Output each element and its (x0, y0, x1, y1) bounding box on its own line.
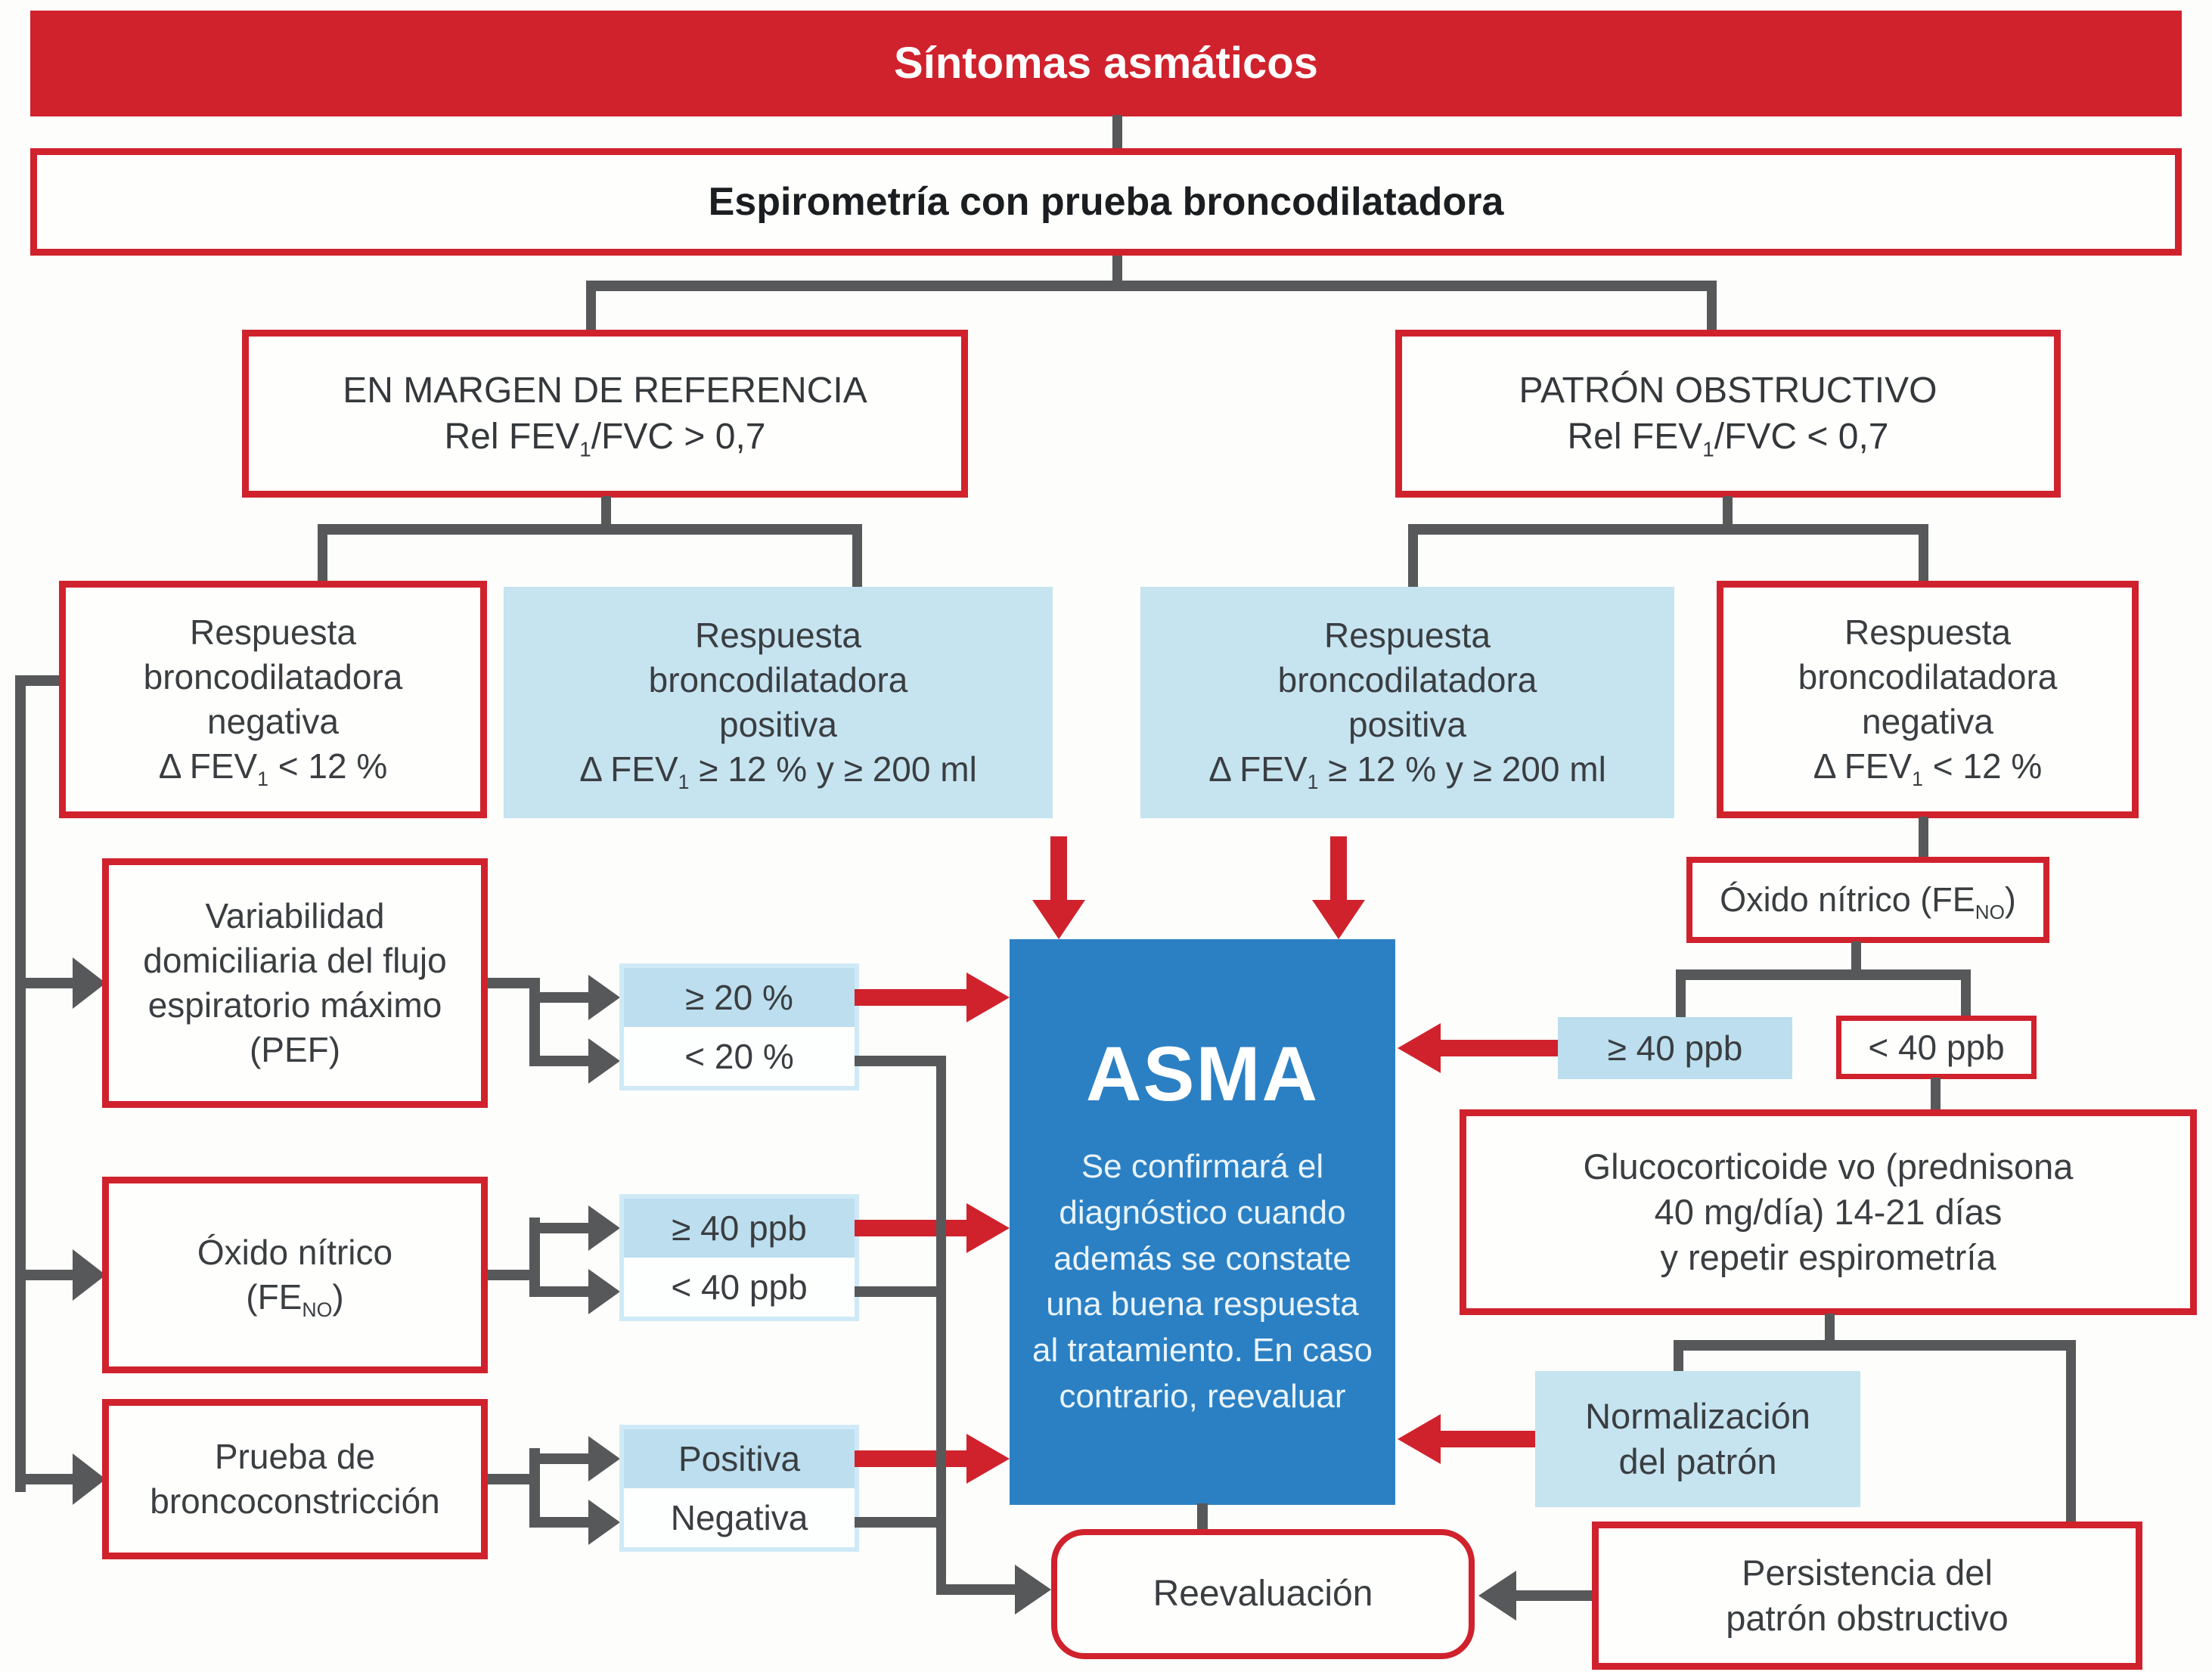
gluco-line: Glucocorticoide vo (prednisona (1583, 1146, 2074, 1187)
connector-line (529, 1448, 540, 1528)
feno-options-left (619, 1194, 859, 1321)
bd-response-positive-right-box (1140, 587, 1674, 818)
gluco-line: y repetir espirometría (1660, 1237, 1996, 1278)
connector-line (540, 1517, 588, 1528)
resp-line: broncodilatadora (143, 657, 403, 697)
pef-variability-box (102, 858, 488, 1108)
connector-line (529, 1218, 540, 1297)
resp-formula: Δ $FEV_1 < 12$ % (158, 746, 388, 791)
connector-line (26, 978, 73, 988)
connector-line (1676, 975, 1686, 1020)
connector-line (1408, 524, 1928, 535)
pattern-persistence-box (1592, 1522, 2142, 1670)
connector-line (540, 1223, 588, 1233)
resp-formula: Δ $FEV_1 < 12$ % (1813, 746, 2043, 791)
bd-response-negative-left-box (59, 581, 487, 818)
header-symptoms-box (30, 11, 2182, 116)
connector-line (540, 992, 588, 1003)
persistence-line: patrón obstructivo (1726, 1598, 2009, 1638)
connector-line (852, 529, 862, 588)
red-down-arrow (1050, 836, 1067, 900)
positive-option: Positiva (624, 1429, 855, 1488)
gray-right-arrowhead-icon (588, 1436, 622, 1481)
bd-response-negative-right-box (1717, 581, 2139, 818)
spirometry-label: Espirometría con prueba broncodilatadora (708, 179, 1504, 224)
connector-line (1408, 529, 1418, 588)
connector-line (540, 1286, 588, 1297)
connector-line (488, 1270, 529, 1280)
gray-right-arrowhead-icon (588, 1205, 622, 1251)
connector-line (936, 1056, 946, 1595)
connector-line (318, 529, 327, 581)
connector-line (855, 1517, 946, 1528)
connector-line (2066, 1345, 2076, 1527)
spirometry-box (30, 148, 2182, 256)
connector-line (1931, 1078, 1941, 1111)
connector-line (1707, 286, 1717, 330)
obstructive-pattern-formula: Rel $FEV_1$/FVC < 0,7 (1567, 417, 1889, 461)
resp-line: positiva (719, 705, 837, 744)
reevaluation-label: Reevaluación (1153, 1574, 1373, 1615)
resp-line: broncodilatadora (1277, 660, 1537, 700)
glucocorticoid-box (1460, 1109, 2197, 1315)
resp-formula: Δ $FEV_1 \ge 12$ % y ≥ 200 ml (1208, 749, 1606, 794)
red-arrow-to-asma (1438, 1040, 1558, 1056)
connector-line (1961, 975, 1971, 1019)
nitric-oxide-feno: $(FE_{NO})$ (246, 1277, 344, 1322)
connector-line (1112, 115, 1122, 148)
red-down-arrowhead-icon (1312, 900, 1365, 941)
obstructive-pattern-box (1395, 330, 2061, 498)
red-right-arrowhead-icon (966, 1434, 1012, 1484)
connector-line (586, 286, 596, 330)
red-down-arrow (1330, 836, 1347, 900)
pef-options (619, 963, 859, 1090)
red-right-arrowhead-icon (966, 1203, 1012, 1253)
red-left-arrowhead-icon (1395, 1414, 1441, 1464)
resp-formula: Δ $FEV_1 \ge 12$ % y ≥ 200 ml (579, 749, 977, 794)
connector-line (855, 1056, 946, 1066)
connector-line (1197, 1503, 1208, 1531)
resp-line: broncodilatadora (1798, 657, 2058, 697)
connector-line (855, 1286, 946, 1297)
pattern-normalization-box (1535, 1371, 1860, 1507)
nitric-oxide-left-box (102, 1177, 488, 1373)
resp-line: Respuesta (695, 616, 861, 656)
obstructive-pattern-title: PATRÓN OBSTRUCTIVO (1519, 370, 1937, 411)
red-arrow-to-asma (855, 1450, 966, 1467)
normalization-line: Normalización (1585, 1395, 1810, 1436)
resp-line: positiva (1348, 705, 1466, 744)
reference-range-formula: Rel $FEV_1$/FVC > 0,7 (444, 417, 766, 461)
connector-line (15, 675, 26, 1492)
reevaluation-box (1051, 1529, 1475, 1659)
connector-line (488, 978, 529, 988)
resp-line: negativa (207, 702, 339, 741)
connector-line (26, 1474, 73, 1484)
connector-line (26, 1270, 73, 1280)
gray-right-arrowhead-icon (588, 1038, 622, 1084)
connector-line (540, 1453, 588, 1464)
header-symptoms-label: Síntomas asmáticos (894, 38, 1318, 88)
resp-line: Respuesta (1844, 613, 2011, 653)
gray-right-arrowhead-icon (1015, 1565, 1053, 1615)
gray-left-arrowhead-icon (1476, 1571, 1516, 1621)
nitric-oxide-label: Óxido nítrico (197, 1233, 393, 1273)
resp-line: Respuesta (1324, 616, 1491, 656)
pef-lt20-option: < 20 % (624, 1027, 855, 1086)
connector-line (529, 978, 540, 1066)
reference-range-title: EN MARGEN DE REFERENCIA (343, 370, 867, 411)
asma-description: Se confirmará el diagnóstico cuando además se constate una buena respuesta al tratamiento. En caso contrario, reevaluar (1032, 1148, 1373, 1415)
resp-line: broncodilatadora (648, 660, 908, 700)
connector-line (586, 281, 1717, 291)
feno-lt40-option: < 40 ppb (624, 1258, 855, 1317)
red-arrow-to-asma (855, 989, 966, 1006)
feno-lt40-right-option: < 40 ppb (1836, 1016, 2037, 1079)
gray-right-arrowhead-icon (588, 1269, 622, 1314)
connector-line (1514, 1590, 1592, 1601)
nitric-oxide-right-box (1686, 857, 2049, 943)
bd-response-positive-left-box (504, 587, 1053, 818)
asma-title: ASMA (1085, 1030, 1320, 1117)
connector-line (1919, 529, 1928, 581)
bronchoconstriction-test-label: Prueba de broncoconstricción (150, 1437, 440, 1521)
resp-line: Respuesta (190, 613, 356, 653)
bronchoconstriction-options (619, 1425, 859, 1552)
red-left-arrowhead-icon (1395, 1023, 1441, 1073)
negative-option: Negativa (624, 1488, 855, 1547)
asma-result-box (1010, 939, 1395, 1505)
red-down-arrowhead-icon (1032, 900, 1085, 941)
feno-ge40-right-option: ≥ 40 ppb (1558, 1017, 1792, 1079)
gray-right-arrowhead-icon (588, 1500, 622, 1545)
connector-line (488, 1474, 529, 1484)
nitric-oxide-right-label: Óxido nítrico $(FE_{NO})$ (1720, 880, 2016, 924)
gluco-line: 40 mg/día) 14-21 días (1654, 1191, 2003, 1232)
connector-line (1919, 817, 1928, 858)
reference-range-box (242, 330, 968, 498)
connector-line (1674, 1340, 2076, 1351)
feno-ge40-option: ≥ 40 ppb (624, 1199, 855, 1258)
connector-line (936, 1584, 1015, 1595)
red-right-arrowhead-icon (966, 972, 1012, 1022)
connector-line (540, 1056, 588, 1066)
pef-variability-label: Variabilidad domiciliaria del flujo espiratorio máximo (PEF) (143, 896, 447, 1069)
red-arrow-to-asma (1438, 1431, 1535, 1447)
persistence-line: Persistencia del (1742, 1552, 1993, 1593)
resp-line: negativa (1862, 702, 1993, 741)
pef-ge20-option: ≥ 20 % (624, 968, 855, 1027)
bronchoconstriction-test-box (102, 1399, 488, 1559)
connector-line (318, 524, 862, 535)
gray-right-arrowhead-icon (588, 975, 622, 1020)
red-arrow-to-asma (855, 1220, 966, 1236)
connector-line (1676, 969, 1971, 980)
normalization-line: del patrón (1618, 1441, 1777, 1481)
